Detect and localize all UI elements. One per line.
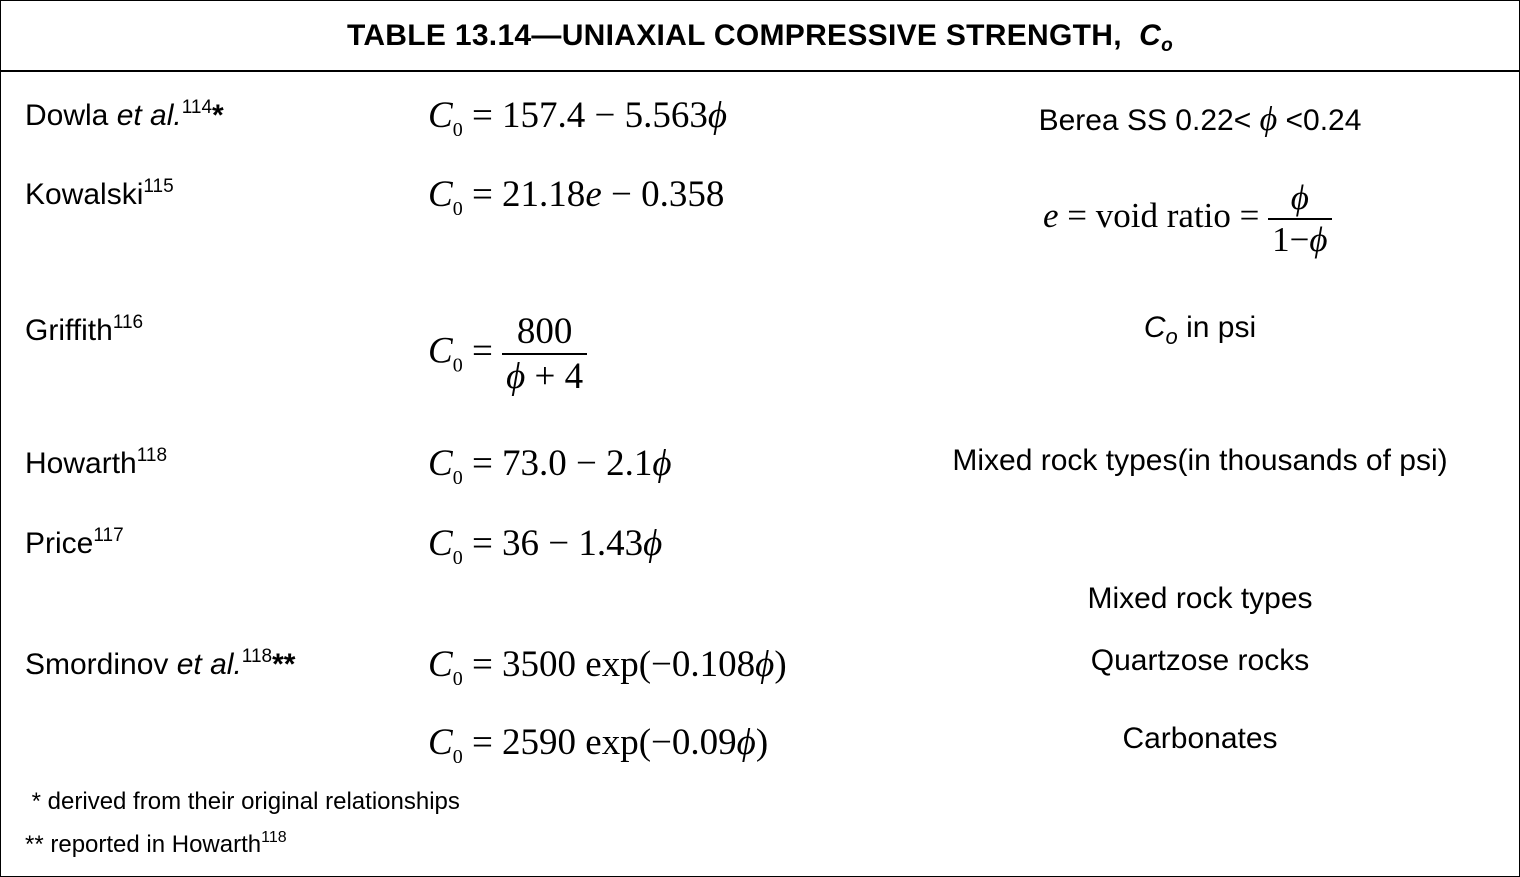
- equation-price: $C_0 = 36 - 1.43\phi$: [428, 523, 663, 569]
- note-price: Mixed rock types: [1087, 582, 1313, 615]
- note-dowla: Berea SS 0.22< ϕ <0.24: [1038, 101, 1362, 138]
- table-header: [1, 1, 1519, 72]
- equation-smordinov-carbonates: $C_0 = 2590$ exp(−0.09ϕ): [428, 722, 769, 768]
- equation-smordinov-quartzose: $C_0 = 3500$ exp(−0.108ϕ): [428, 644, 787, 690]
- author-price: Price$^{117}$: [25, 525, 124, 560]
- author-dowla: Dowla et al.$^{114}$*: [25, 97, 224, 132]
- author-kowalski: Kowalski$^{115}$: [25, 176, 174, 211]
- footnote-reported: ** reported in Howarth$^{118}$: [25, 829, 287, 858]
- author-howarth: Howarth$^{118}$: [25, 445, 168, 480]
- author-griffith: Griffith$^{116}$: [25, 312, 144, 347]
- equation-griffith: $C_0$ = $\frac{800}{\phi + 4}$: [428, 310, 587, 398]
- equation-dowla: $C_0 = 157.4 - 5.563\phi$: [428, 95, 728, 141]
- note-smordinov-quartzose: Quartzose rocks: [1090, 644, 1310, 677]
- table-title: TABLE 13.14—UNIAXIAL COMPRESSIVE STRENGTH, $C_o$: [346, 19, 1174, 56]
- author-smordinov: Smordinov et al.$^{118}$**: [25, 646, 296, 681]
- note-howarth: Mixed rock types(in thousands of psi): [952, 444, 1448, 477]
- footnote-derived: * derived from their original relationships: [25, 788, 460, 815]
- note-griffith: $C_o$ in psi: [1143, 311, 1257, 349]
- note-kowalski: e = void ratio = $\frac{\phi}{1-\phi}$: [1043, 178, 1332, 260]
- equation-kowalski: $C_0 = 21.18e - 0.358$: [428, 174, 725, 220]
- equation-howarth: $C_0 = 73.0 - 2.1\phi$: [428, 443, 672, 489]
- note-smordinov-carbonates: Carbonates: [1122, 722, 1278, 755]
